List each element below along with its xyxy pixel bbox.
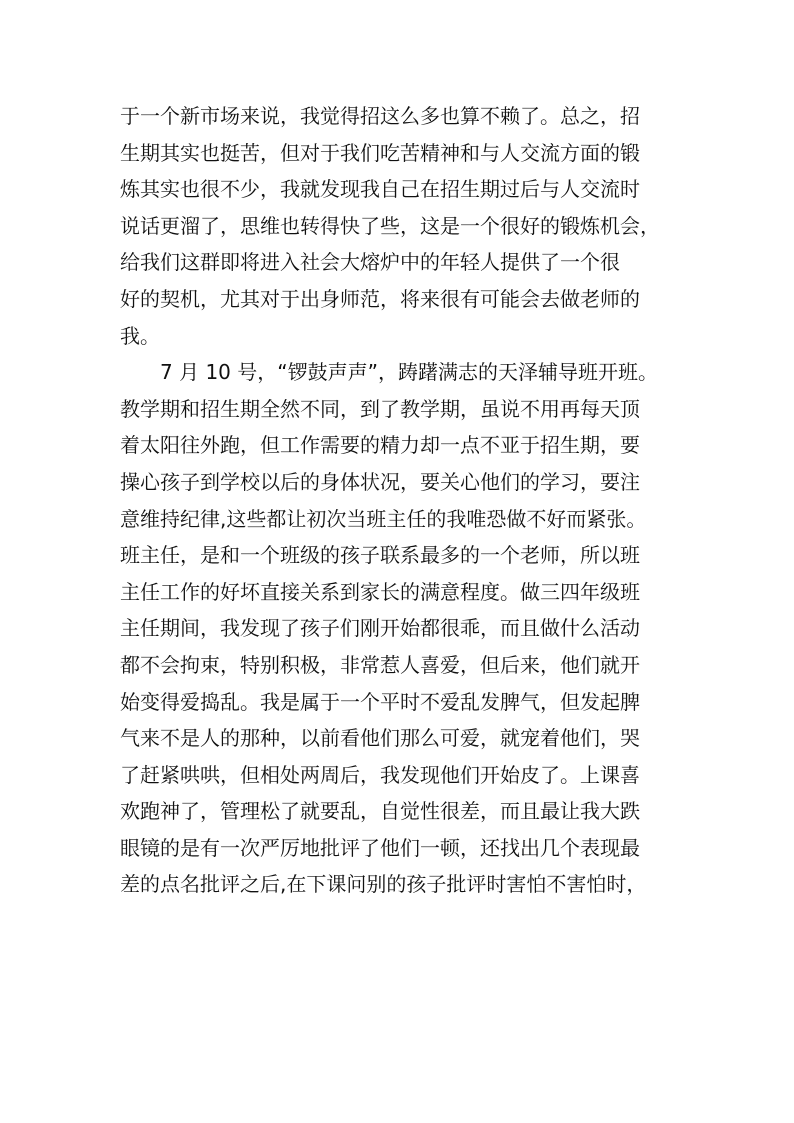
text-line: 给我们这群即将进入社会大熔炉中的年轻人提供了一个很	[120, 250, 620, 275]
text-line: 主任工作的好坏直接关系到家长的满意程度。做三四年级班	[120, 579, 640, 604]
text-line: 气来不是人的那种，以前看他们那么可爱，就宠着他们，哭	[120, 726, 640, 751]
text-line: 说话更溜了，思维也转得快了些，这是一个很好的锻炼机会，	[120, 213, 660, 238]
text-line: 于一个新市场来说，我觉得招这么多也算不赖了。总之，招	[120, 104, 640, 128]
text-line: 都不会拘束，特别积极，非常惹人喜爱，但后来，他们就开	[120, 652, 640, 677]
text-line: 始变得爱捣乱。我是属于一个平时不爱乱发脾气，但发起脾	[120, 689, 640, 714]
text-line: 意维持纪律,这些都让初次当班主任的我唯恐做不好而紧张。	[120, 506, 647, 531]
text-line: 眼镜的是有一次严厉地批评了他们一顿，还找出几个表现最	[120, 835, 640, 860]
paragraph-start-line: 7 月 10 号，“锣鼓声声”，踌躇满志的天泽辅导班开班。	[160, 360, 658, 385]
text-line: 了赶紧哄哄，但相处两周后，我发现他们开始皮了。上课喜	[120, 762, 640, 787]
text-line: 班主任，是和一个班级的孩子联系最多的一个老师，所以班	[120, 543, 640, 568]
text-line: 炼其实也很不少，我就发现我自己在招生期过后与人交流时	[120, 177, 640, 202]
text-line: 差的点名批评之后,在下课问别的孩子批评时害怕不害怕时，	[120, 872, 647, 897]
body-text	[120, 98, 690, 903]
text-line: 着太阳往外跑，但工作需要的精力却一点不亚于招生期，要	[120, 433, 640, 458]
text-line: 教学期和招生期全然不同，到了教学期，虽说不用再每天顶	[120, 396, 640, 421]
text-line: 生期其实也挺苦，但对于我们吃苦精神和与人交流方面的锻	[120, 140, 640, 165]
text-line: 主任期间，我发现了孩子们刚开始都很乖，而且做什么活动	[120, 616, 640, 641]
text-line: 我。	[120, 323, 160, 348]
text-line: 欢跑神了，管理松了就要乱，自觉性很差，而且最让我大跌	[120, 799, 640, 824]
text-line: 操心孩子到学校以后的身体状况，要关心他们的学习，要注	[120, 469, 640, 494]
text-line: 好的契机，尤其对于出身师范，将来很有可能会去做老师的	[120, 286, 640, 311]
